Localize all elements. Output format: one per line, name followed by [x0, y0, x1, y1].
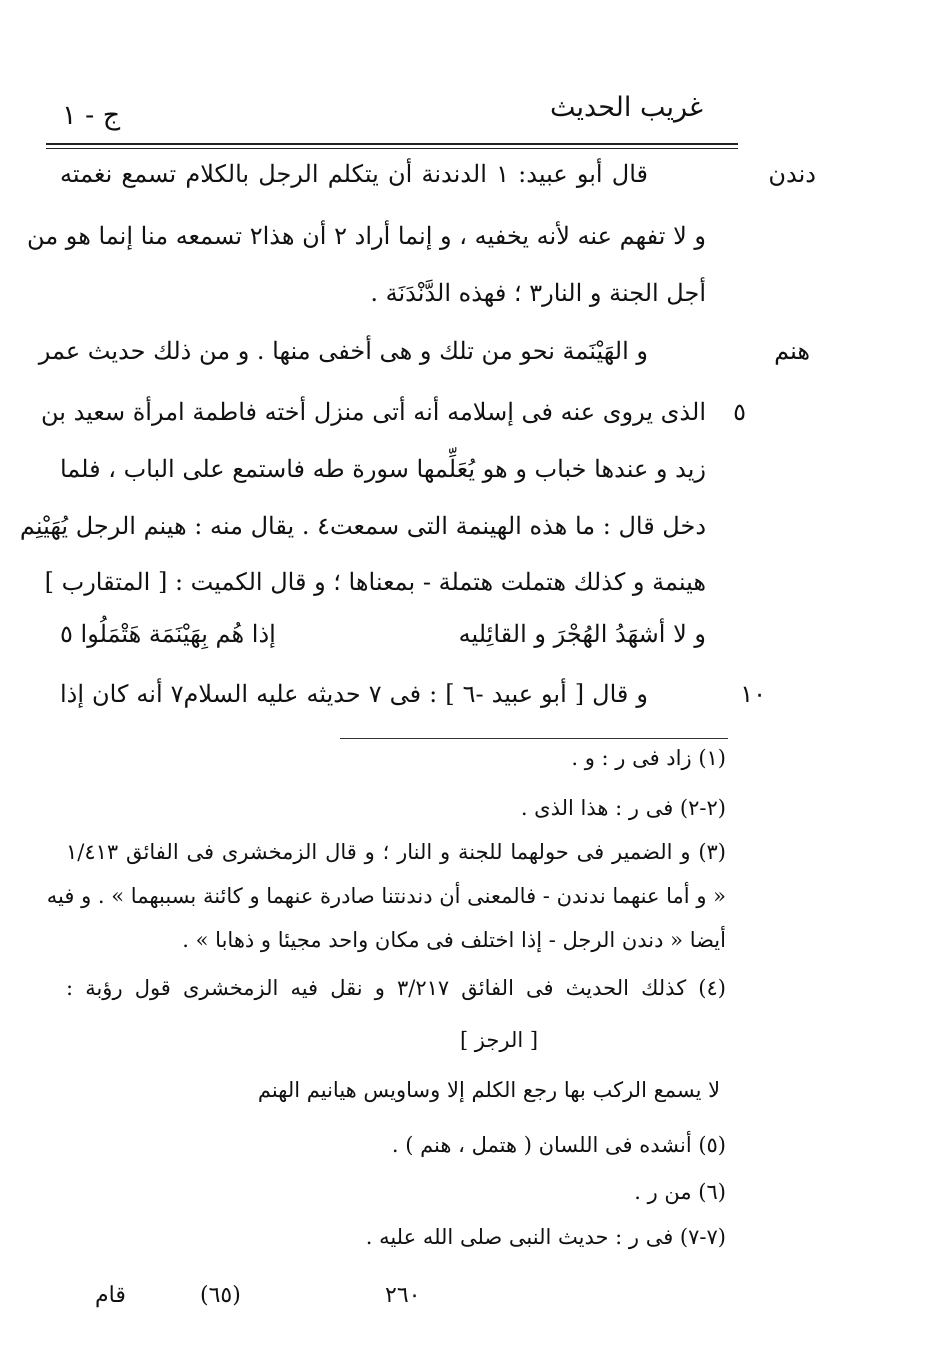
catchword: قام — [95, 1283, 126, 1308]
line-number-10: ١٠ — [740, 680, 766, 708]
page-header-title: غريب الحديث — [550, 92, 703, 123]
body-line-6: زيد و عندها خباب و هو يُعَلِّمها سورة طه فاستمع على الباب ، فلما — [59, 455, 706, 483]
footnote-3-line-3: أيضا « دندن الرجل - إذا اختلف فى مكان واحد مجيئا و ذهابا » . — [182, 928, 726, 952]
footnote-1: (١) زاد فى ر : و . — [571, 746, 726, 770]
footnote-5: (٥) أنشده فى اللسان ( هتمل ، هنم ) . — [391, 1133, 726, 1157]
body-line-3: أجل الجنة و النار٣ ؛ فهذه الدَّنْدَنَة . — [370, 279, 706, 307]
footnote-3-line-2: « و أما عنهما ندندن - فالمعنى أن دندنتنا صادرة عنهما و كائنة بسببهما » . و فيه — [46, 884, 726, 908]
verse-hemistich-2: إذا هُم بِهَيْنَمَة هَتْمَلُوا ٥ — [60, 620, 276, 648]
body-line-10: و قال [ أبو عبيد -٦ ] : فى ٧ حديثه عليه السلام٧ أنه كان إذا — [60, 680, 648, 708]
body-line-4: و الهَيْنَمة نحو من تلك و هى أخفى منها . و من ذلك حديث عمر — [38, 337, 648, 365]
footnote-3-line-1: (٣) و الضمير فى حولهما للجنة و النار ؛ و قال الزمخشرى فى الفائق ١/٤١٣ — [66, 840, 726, 864]
page-number: ٢٦٠ — [385, 1283, 421, 1308]
footnote-4-meter: [ الرجز ] — [459, 1028, 539, 1052]
body-line-5: الذى يروى عنه فى إسلامه أنه أتى منزل أخته فاطمة امرأة سعيد بن — [40, 398, 706, 426]
footnote-6: (٦) من ر . — [634, 1180, 726, 1204]
verse-hemistich-1: و لا أشهَدُ الهُجْرَ و القائِليه — [458, 620, 706, 648]
volume-number: ج - ١ — [62, 100, 121, 131]
verse-line — [60, 620, 706, 648]
body-line-2: و لا تفهم عنه لأنه يخفيه ، و إنما أراد ٢ أن هذا٢ تسمعه منا إنما هو من — [27, 222, 706, 250]
margin-headword-hanam: هنم — [774, 337, 810, 365]
folio-number: (٦٥) — [200, 1283, 241, 1308]
footnote-2: (٢-٢) فى ر : هذا الذى . — [520, 796, 726, 820]
header-rule — [46, 143, 738, 145]
body-line-1: قال أبو عبيد: ١ الدندنة أن يتكلم الرجل بالكلام تسمع نغمته — [60, 160, 648, 188]
footnote-4-line-1: (٤) كذلك الحديث فى الفائق ٣/٢١٧ و نقل فيه الزمخشرى قول رؤبة : — [66, 976, 726, 1000]
footnote-4-verse: لا يسمع الركب بها رجع الكلم إلا وساويس هيانيم الهنم — [257, 1078, 721, 1102]
body-line-7: دخل قال : ما هذه الهينمة التى سمعت٤ . يقال منه : هينم الرجل يُهَيْنِم — [19, 512, 706, 540]
footnote-7: (٧-٧) فى ر : حديث النبى صلى الله عليه . — [365, 1225, 726, 1249]
body-line-8: هينمة و كذلك هتملت هتملة - بمعناها ؛ و قال الكميت : [ المتقارب ] — [44, 568, 706, 596]
line-number-5: ٥ — [733, 398, 746, 426]
footnote-separator — [340, 738, 728, 739]
margin-headword-dandan: دندن — [768, 160, 816, 188]
header-rule-thin — [46, 148, 738, 149]
